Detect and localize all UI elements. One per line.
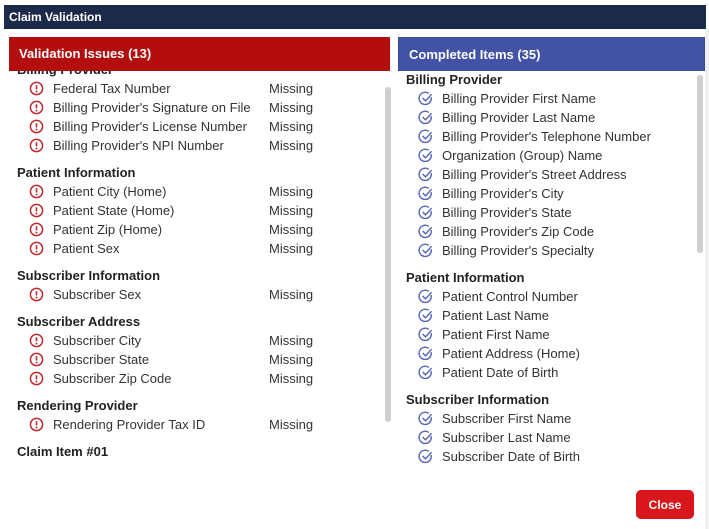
- issue-label: Patient Zip (Home): [53, 222, 163, 237]
- completed-row[interactable]: [398, 428, 693, 447]
- issue-label: Patient Sex: [53, 241, 120, 256]
- completed-label: Patient Date of Birth: [442, 365, 559, 380]
- issue-row[interactable]: [9, 415, 379, 434]
- issue-status: Missing: [269, 203, 314, 218]
- completed-row[interactable]: [398, 306, 693, 325]
- section-title: Patient Information: [17, 165, 136, 180]
- issue-status: Missing: [269, 100, 314, 115]
- completed-label: Billing Provider's Specialty: [442, 243, 595, 258]
- section-title: Claim Item #01: [17, 444, 109, 459]
- issue-label: Federal Tax Number: [53, 81, 171, 96]
- check-circle-icon: [417, 129, 433, 145]
- check-circle-icon: [417, 365, 433, 381]
- issue-row[interactable]: [9, 331, 379, 350]
- issue-status: Missing: [269, 222, 314, 237]
- alert-circle-icon: [28, 333, 44, 349]
- issue-label: Subscriber City: [53, 333, 142, 348]
- section-title: Rendering Provider: [17, 398, 138, 413]
- alert-circle-icon: [28, 371, 44, 387]
- issue-label: Subscriber State: [53, 352, 150, 367]
- section-title: Subscriber Information: [17, 268, 161, 283]
- issue-label: Rendering Provider Tax ID: [53, 417, 206, 432]
- completed-label: Patient Address (Home): [442, 346, 581, 361]
- check-circle-icon: [417, 346, 433, 362]
- issue-row[interactable]: [9, 136, 379, 155]
- issue-label: Patient State (Home): [53, 203, 175, 218]
- completed-label: Billing Provider's Telephone Number: [442, 129, 651, 144]
- completed-label: Patient First Name: [442, 327, 550, 342]
- issue-status: Missing: [269, 371, 314, 386]
- issue-row[interactable]: [9, 182, 379, 201]
- completed-items-header: Completed Items (35): [398, 37, 705, 71]
- issue-label: Subscriber Sex: [53, 287, 142, 302]
- check-circle-icon: [417, 411, 433, 427]
- check-circle-icon: [417, 289, 433, 305]
- issue-row[interactable]: [9, 239, 379, 258]
- check-circle-icon: [417, 110, 433, 126]
- completed-label: Billing Provider First Name: [442, 91, 596, 106]
- completed-items-list[interactable]: [398, 70, 693, 470]
- issue-status: Missing: [269, 287, 314, 302]
- check-circle-icon: [417, 167, 433, 183]
- completed-label: Billing Provider's State: [442, 205, 572, 220]
- check-circle-icon: [417, 243, 433, 259]
- completed-label: Subscriber First Name: [442, 411, 572, 426]
- section-title: Billing Provider: [406, 72, 503, 87]
- alert-circle-icon: [28, 203, 44, 219]
- check-circle-icon: [417, 224, 433, 240]
- issue-row[interactable]: [9, 350, 379, 369]
- alert-circle-icon: [28, 222, 44, 238]
- completed-row[interactable]: [398, 222, 693, 241]
- completed-label: Organization (Group) Name: [442, 148, 603, 163]
- check-circle-icon: [417, 91, 433, 107]
- completed-label: Billing Provider Last Name: [442, 110, 596, 125]
- alert-circle-icon: [28, 100, 44, 116]
- completed-label: Subscriber Last Name: [442, 430, 571, 445]
- issue-row[interactable]: [9, 117, 379, 136]
- issue-label: Patient City (Home): [53, 184, 167, 199]
- issue-status: Missing: [269, 81, 314, 96]
- check-circle-icon: [417, 205, 433, 221]
- alert-circle-icon: [28, 417, 44, 433]
- window-title: Claim Validation: [4, 5, 706, 29]
- section-title: Patient Information: [406, 270, 525, 285]
- issue-label: Billing Provider's NPI Number: [53, 138, 224, 153]
- completed-row[interactable]: [398, 146, 693, 165]
- completed-row[interactable]: [398, 363, 693, 382]
- issue-status: Missing: [269, 417, 314, 432]
- issue-status: Missing: [269, 184, 314, 199]
- completed-row[interactable]: [398, 184, 693, 203]
- check-circle-icon: [417, 327, 433, 343]
- check-circle-icon: [417, 186, 433, 202]
- window-edge: [705, 29, 709, 529]
- completed-row[interactable]: [398, 409, 693, 428]
- completed-label: Patient Last Name: [442, 308, 549, 323]
- alert-circle-icon: [28, 184, 44, 200]
- issue-row[interactable]: [9, 285, 379, 304]
- completed-row[interactable]: [398, 165, 693, 184]
- validation-issues-list[interactable]: [9, 63, 379, 463]
- completed-row[interactable]: [398, 344, 693, 363]
- alert-circle-icon: [28, 241, 44, 257]
- check-circle-icon: [417, 148, 433, 164]
- alert-circle-icon: [28, 287, 44, 303]
- completed-label: Patient Control Number: [442, 289, 578, 304]
- completed-row[interactable]: [398, 241, 693, 260]
- issue-status: Missing: [269, 241, 314, 256]
- issue-label: Subscriber Zip Code: [53, 371, 172, 386]
- completed-row[interactable]: [398, 127, 693, 146]
- issue-row[interactable]: [9, 98, 379, 117]
- completed-label: Billing Provider's Zip Code: [442, 224, 595, 239]
- issue-row[interactable]: [9, 369, 379, 388]
- alert-circle-icon: [28, 352, 44, 368]
- issue-row[interactable]: [9, 201, 379, 220]
- check-circle-icon: [417, 308, 433, 324]
- issue-label: Billing Provider's Signature on File: [53, 100, 251, 115]
- completed-scrollbar[interactable]: [697, 75, 703, 253]
- completed-row[interactable]: [398, 203, 693, 222]
- issue-row[interactable]: [9, 220, 379, 239]
- issue-row[interactable]: [9, 79, 379, 98]
- issue-status: Missing: [269, 333, 314, 348]
- issue-label: Billing Provider's License Number: [53, 119, 247, 134]
- issue-status: Missing: [269, 119, 314, 134]
- completed-row[interactable]: [398, 447, 693, 466]
- section-title: Subscriber Address: [17, 314, 141, 329]
- completed-label: Billing Provider's City: [442, 186, 564, 201]
- close-button[interactable]: Close: [636, 490, 694, 519]
- completed-label: Subscriber Date of Birth: [442, 449, 581, 464]
- completed-row[interactable]: [398, 108, 693, 127]
- issues-scrollbar[interactable]: [385, 87, 391, 422]
- alert-circle-icon: [28, 119, 44, 135]
- completed-row[interactable]: [398, 325, 693, 344]
- issue-status: Missing: [269, 352, 314, 367]
- check-circle-icon: [417, 449, 433, 465]
- alert-circle-icon: [28, 81, 44, 97]
- completed-label: Billing Provider's Street Address: [442, 167, 627, 182]
- issue-status: Missing: [269, 138, 314, 153]
- alert-circle-icon: [28, 138, 44, 154]
- validation-issues-header: Validation Issues (13): [9, 37, 390, 71]
- completed-row[interactable]: [398, 89, 693, 108]
- check-circle-icon: [417, 430, 433, 446]
- completed-row[interactable]: [398, 287, 693, 306]
- section-title: Subscriber Information: [406, 392, 550, 407]
